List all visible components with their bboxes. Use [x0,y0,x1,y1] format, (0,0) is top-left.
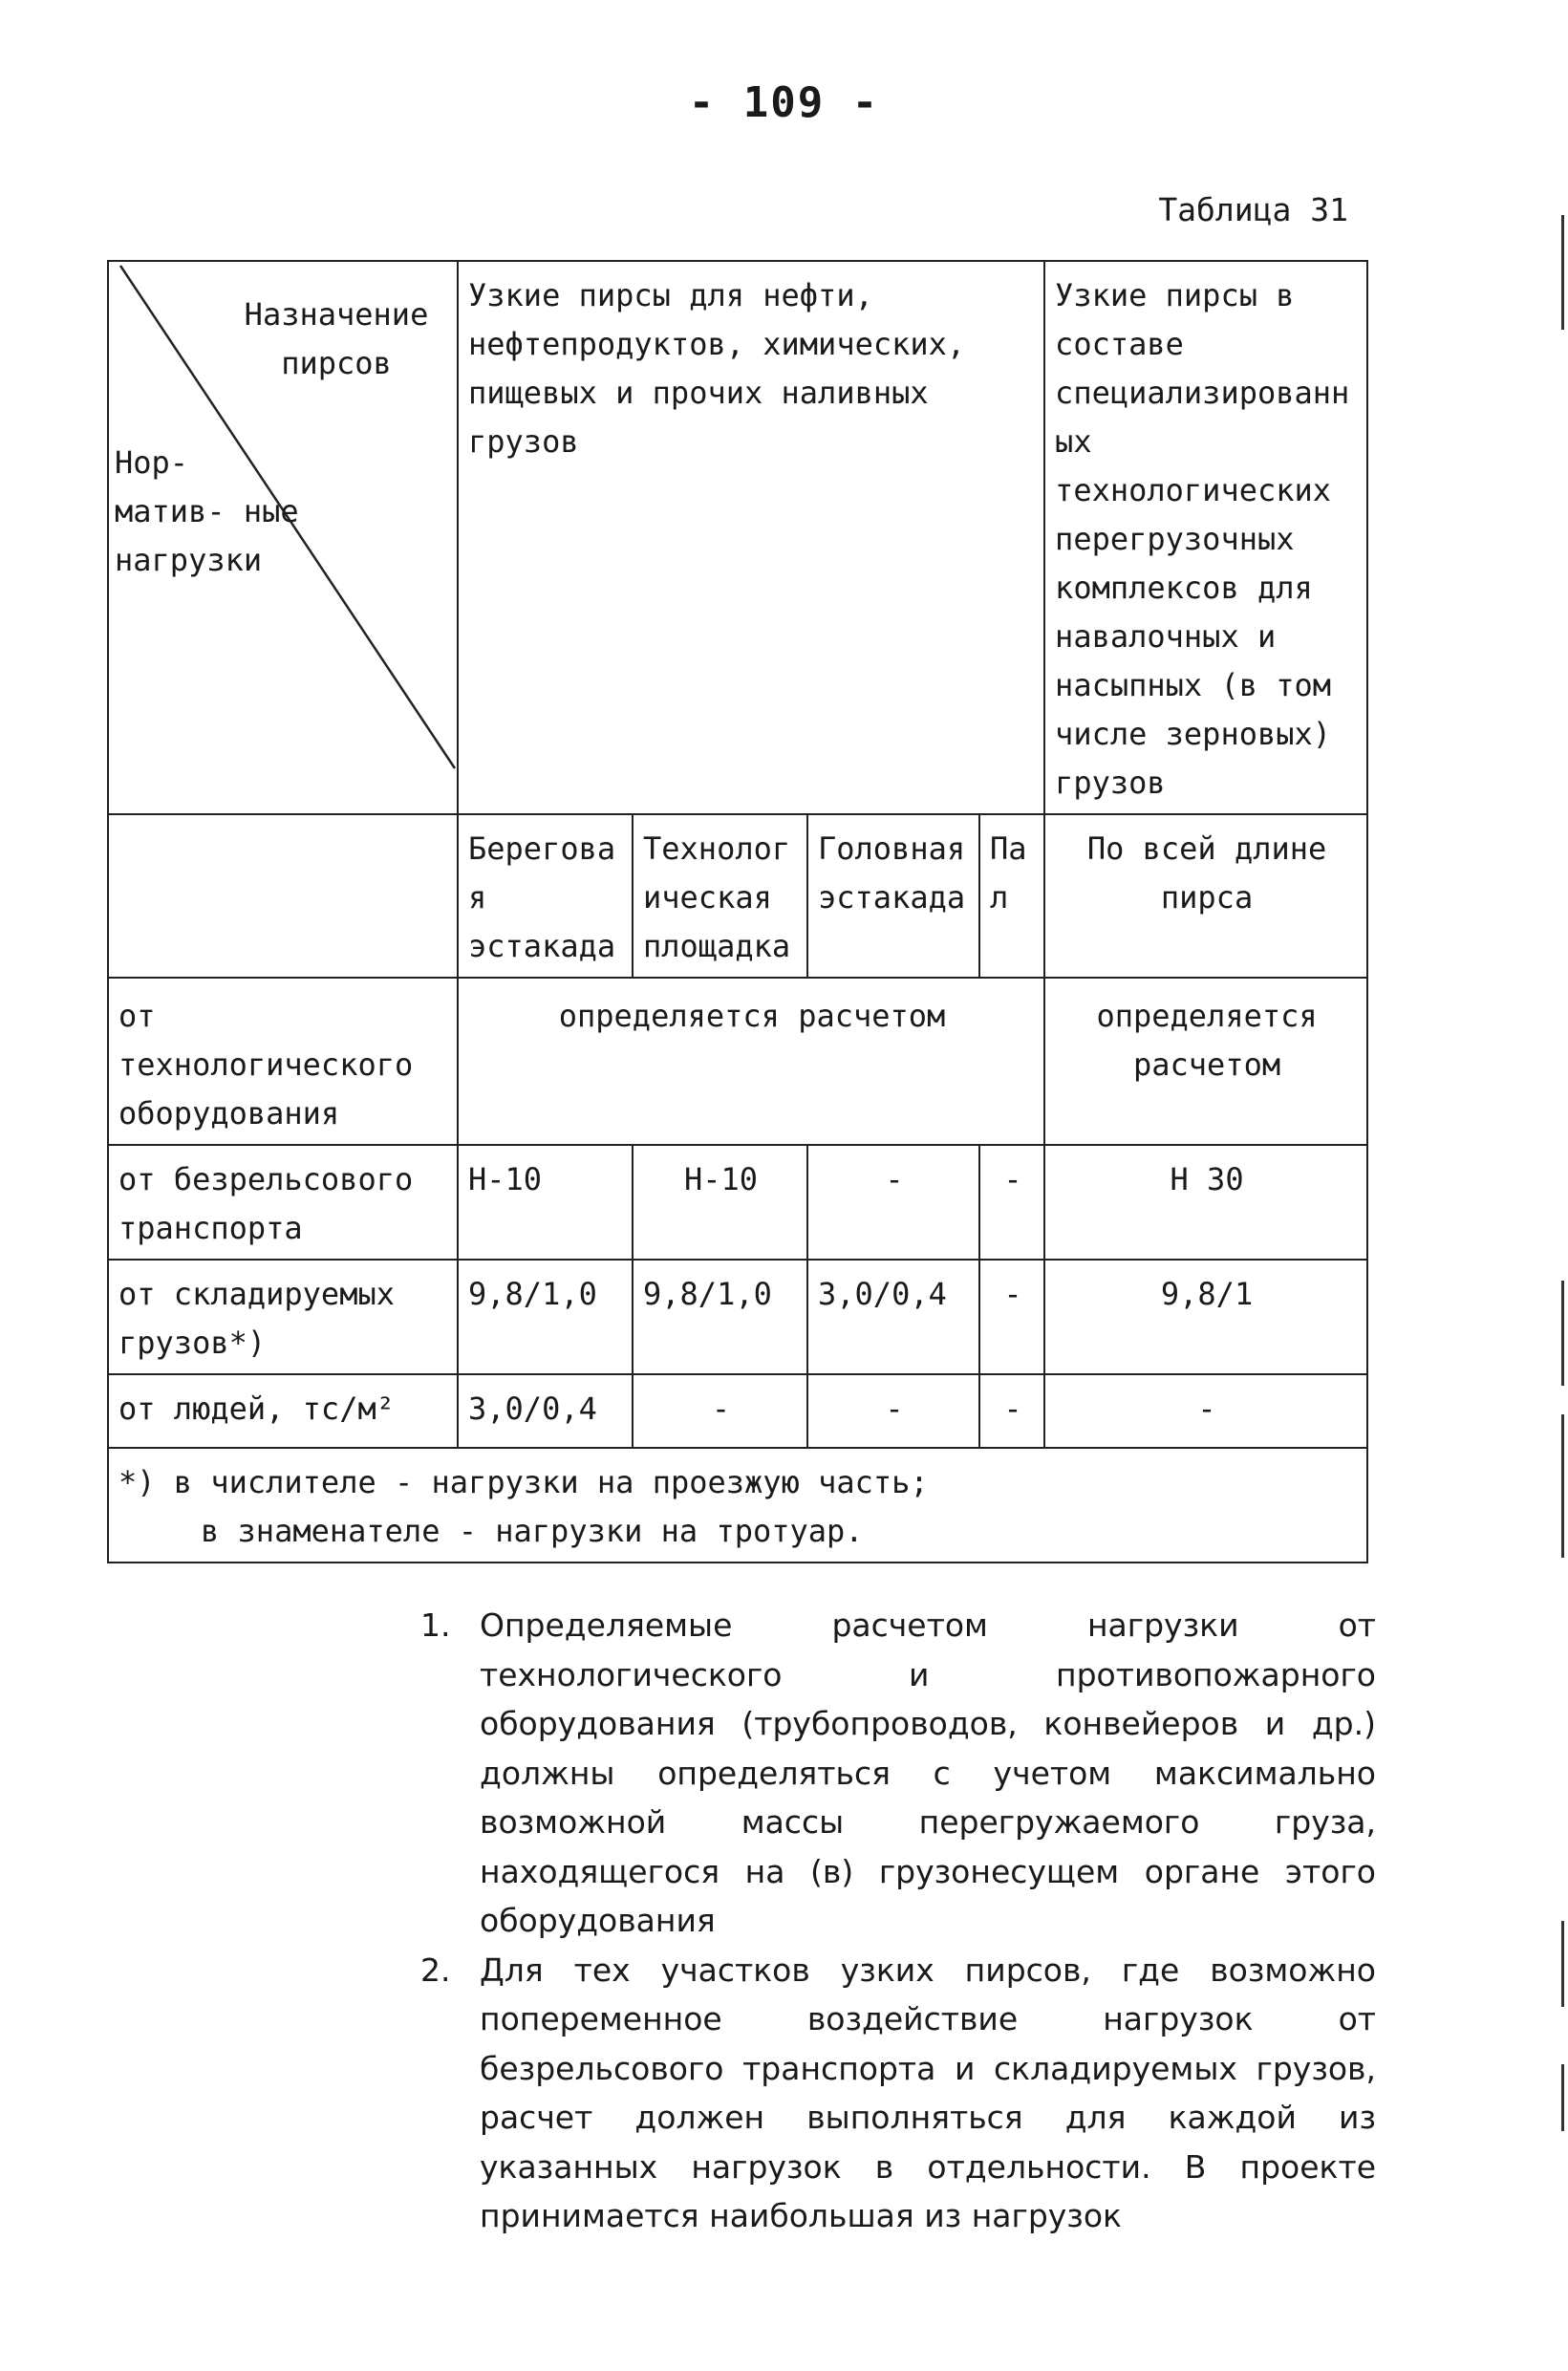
table-row [108,1374,1367,1448]
table-row [108,1145,1367,1260]
value-cell: - [807,1374,979,1448]
corner-label-loads: Нор- матив- ные нагрузки [115,444,299,578]
subheader-head-trestle: Головная эстакада [807,814,979,978]
subheader-process-platform: Технологическая площадка [633,814,807,978]
value-cell: - [633,1374,807,1448]
header-liquid-cargo-piers: Узкие пирсы для нефти, нефтепродуктов, химических, пищевых и прочих наливных грузов [458,261,1044,814]
value-cell: 3,0/0,4 [807,1260,979,1374]
value-cell: 3,0/0,4 [458,1374,633,1448]
subheader-shore-trestle: Береговая эстакада [458,814,633,978]
page-number: - 109 - [688,78,880,127]
footnote-line-numerator: *) в числителе - нагрузки на проезжую часть; [118,1464,929,1500]
value-cell: Н-10 [458,1145,633,1260]
subheader-dolphin: Пал [979,814,1044,978]
table-footnote [108,1448,1367,1563]
value-cell: Н 30 [1044,1145,1367,1260]
row-label: от технологического оборудования [108,978,458,1145]
scan-mark [1561,215,1564,330]
value-cell: 9,8/1,0 [458,1260,633,1374]
value-cell: 9,8/1,0 [633,1260,807,1374]
note-text: Для тех участков узких пирсов, где возможно попеременное воздействие нагрузок от безрельсового транспорта и складируемых грузов, расчет должен выполняться для каждой из указанных нагрузок в отдельности. В проекте принимается наибольшая из нагрузок [480,1951,1376,2234]
value-cell: 9,8/1 [1044,1260,1367,1374]
notes-list [420,1601,1376,2241]
note-item [420,1946,1376,2241]
value-cell: Н-10 [633,1145,807,1260]
note-number: 2. [420,1951,451,1989]
scan-mark [1561,1414,1564,1558]
row-label: от складируемых грузов*) [108,1260,458,1374]
table-footnote-row [108,1448,1367,1563]
value-cell: - [979,1145,1044,1260]
table-row [108,1260,1367,1374]
scan-mark [1561,1281,1564,1386]
table-row [108,978,1367,1145]
note-number: 1. [420,1606,451,1644]
value-cell: - [979,1374,1044,1448]
corner-label-purpose: Назначение пирсов [244,296,429,381]
value-cell: - [1044,1374,1367,1448]
row-label: от людей, тс/м² [108,1374,458,1448]
header-bulk-cargo-piers: Узкие пирсы в составе специализированных технологических перегрузочных комплексов для навалочных и насыпных (в том числе зерновых) грузов [1044,261,1367,814]
subheader-empty [108,814,458,978]
value-cell: определяется расчетом [1044,978,1367,1145]
value-cell: - [807,1145,979,1260]
scan-mark [1561,2064,1564,2131]
subheader-full-length: По всей длине пирса [1044,814,1367,978]
note-item [420,1601,1376,1946]
row-label: от безрельсового транспорта [108,1145,458,1260]
table-header-row [108,261,1367,814]
note-text: Определяемые расчетом нагрузки от технологического и противопожарного оборудования (трубопроводов, конвейеров и др.) должны определяться с учетом максимально возможной массы перегружаемого груза, находящегося на (в) грузонесущем органе этого оборудования [480,1606,1376,1939]
loads-table [107,260,1368,1563]
diagonal-header-cell [108,261,458,814]
scan-mark [1561,1921,1564,2007]
merged-value-cell: определяется расчетом [458,978,1044,1145]
table-subheader-row [108,814,1367,978]
value-cell: - [979,1260,1044,1374]
table-label: Таблица 31 [1158,191,1348,228]
footnote-line-denominator: в знаменателе - нагрузки на тротуар. [201,1513,864,1549]
